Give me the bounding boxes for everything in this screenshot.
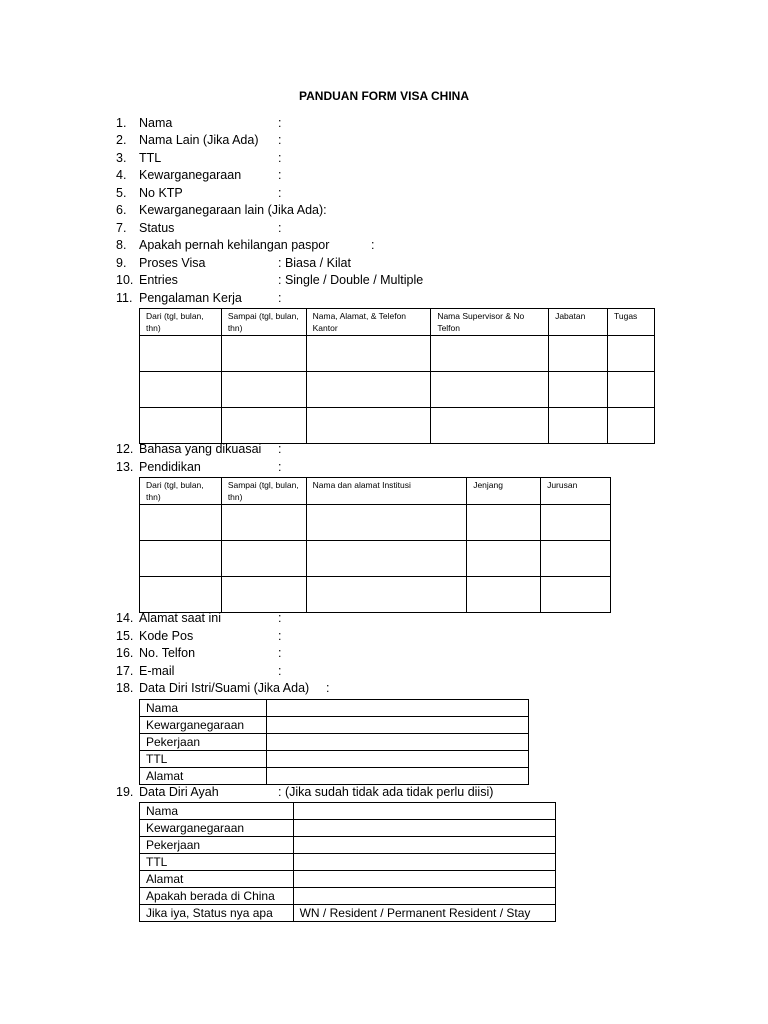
item-number: 4. xyxy=(116,168,127,182)
field-label: No KTP xyxy=(139,186,183,200)
item-number: 14. xyxy=(116,611,134,625)
item-number: 8. xyxy=(116,238,127,252)
table-cell[interactable] xyxy=(467,541,541,577)
header-supervisor: Nama Supervisor & No Telfon xyxy=(431,309,549,336)
table-cell[interactable] xyxy=(608,408,655,444)
field-colon: : xyxy=(278,664,282,678)
table-cell[interactable] xyxy=(549,372,608,408)
table-row xyxy=(140,577,611,613)
field-label: Status xyxy=(139,221,175,235)
field-colon: : xyxy=(278,168,282,182)
table-row xyxy=(140,372,655,408)
table-row xyxy=(140,408,655,444)
field-label: Entries xyxy=(139,273,178,287)
header-jabatan: Jabatan xyxy=(549,309,608,336)
proses-visa-options[interactable]: : Biasa / Kilat xyxy=(278,256,351,270)
table-row xyxy=(140,871,556,888)
table-header-row xyxy=(140,309,655,336)
table-cell[interactable] xyxy=(221,408,306,444)
row-label: Kewarganegaraan xyxy=(140,717,267,734)
status-options[interactable]: WN / Resident / Permanent Resident / Stay xyxy=(293,905,555,922)
table-cell[interactable] xyxy=(541,505,611,541)
item-number: 12. xyxy=(116,442,134,456)
item-number: 18. xyxy=(116,681,134,695)
item-number: 16. xyxy=(116,646,134,660)
table-row xyxy=(140,734,529,751)
table-cell[interactable] xyxy=(266,768,528,785)
field-colon: : xyxy=(278,116,282,130)
table-cell[interactable] xyxy=(306,541,467,577)
header-jenjang: Jenjang xyxy=(467,478,541,505)
field-label: TTL xyxy=(139,151,162,165)
table-cell[interactable] xyxy=(306,505,467,541)
field-colon: : xyxy=(278,629,282,643)
table-header-row xyxy=(140,478,611,505)
item-number: 19. xyxy=(116,785,134,799)
table-cell[interactable] xyxy=(541,541,611,577)
field-label: Bahasa yang dikuasai xyxy=(139,442,262,456)
table-cell[interactable] xyxy=(431,372,549,408)
table-cell[interactable] xyxy=(293,837,555,854)
table-row xyxy=(140,768,529,785)
row-label: Kewarganegaraan xyxy=(140,820,294,837)
row-label: TTL xyxy=(140,854,294,871)
table-cell[interactable] xyxy=(549,336,608,372)
field-label: Proses Visa xyxy=(139,256,206,270)
item-number: 6. xyxy=(116,203,127,217)
field-label: Nama Lain (Jika Ada) xyxy=(139,133,259,147)
field-colon: : xyxy=(278,646,282,660)
father-table xyxy=(139,802,556,922)
field-note: : (Jika sudah tidak ada tidak perlu diisi) xyxy=(278,785,494,799)
table-cell[interactable] xyxy=(293,888,555,905)
table-cell[interactable] xyxy=(140,541,222,577)
field-label: Nama xyxy=(139,116,173,130)
table-row xyxy=(140,888,556,905)
row-label: Pekerjaan xyxy=(140,734,267,751)
header-dari: Dari (tgl, bulan, thn) xyxy=(140,309,222,336)
table-cell[interactable] xyxy=(221,505,306,541)
field-colon: : xyxy=(278,291,282,305)
table-row xyxy=(140,505,611,541)
table-cell[interactable] xyxy=(608,372,655,408)
field-label: Kewarganegaraan xyxy=(139,168,242,182)
row-label: Pekerjaan xyxy=(140,837,294,854)
field-colon: : xyxy=(278,151,282,165)
header-sampai: Sampai (tgl, bulan, thn) xyxy=(221,309,306,336)
item-number: 15. xyxy=(116,629,134,643)
item-number: 3. xyxy=(116,151,127,165)
table-cell[interactable] xyxy=(140,372,222,408)
item-number: 17. xyxy=(116,664,134,678)
entries-options[interactable]: : Single / Double / Multiple xyxy=(278,273,424,287)
table-cell[interactable] xyxy=(608,336,655,372)
field-colon: : xyxy=(278,460,282,474)
header-kantor: Nama, Alamat, & Telefon Kantor xyxy=(306,309,431,336)
field-label: Pendidikan xyxy=(139,460,201,474)
table-cell[interactable] xyxy=(293,820,555,837)
table-row xyxy=(140,803,556,820)
table-cell[interactable] xyxy=(293,803,555,820)
table-cell[interactable] xyxy=(306,336,431,372)
table-cell[interactable] xyxy=(549,408,608,444)
field-label: Pengalaman Kerja xyxy=(139,291,242,305)
table-row xyxy=(140,751,529,768)
field-colon: : xyxy=(278,133,282,147)
table-cell[interactable] xyxy=(293,871,555,888)
page-title: PANDUAN FORM VISA CHINA xyxy=(299,89,469,103)
table-cell[interactable] xyxy=(306,372,431,408)
table-cell[interactable] xyxy=(221,336,306,372)
table-row xyxy=(140,541,611,577)
table-cell[interactable] xyxy=(467,577,541,613)
field-colon: : xyxy=(371,238,375,252)
table-cell[interactable] xyxy=(541,577,611,613)
field-label: Kode Pos xyxy=(139,629,194,643)
field-label: No. Telfon xyxy=(139,646,196,660)
row-label: Nama xyxy=(140,803,294,820)
table-cell[interactable] xyxy=(306,577,467,613)
field-label: Alamat saat ini xyxy=(139,611,221,625)
item-number: 1. xyxy=(116,116,127,130)
table-cell[interactable] xyxy=(306,408,431,444)
header-tugas: Tugas xyxy=(608,309,655,336)
field-colon: : xyxy=(326,681,330,695)
header-dari: Dari (tgl, bulan, thn) xyxy=(140,478,222,505)
item-number: 7. xyxy=(116,221,127,235)
table-cell[interactable] xyxy=(221,372,306,408)
table-cell[interactable] xyxy=(467,505,541,541)
field-label: Kewarganegaraan lain (Jika Ada): xyxy=(139,203,327,217)
table-cell[interactable] xyxy=(266,700,528,717)
item-number: 5. xyxy=(116,186,127,200)
table-cell[interactable] xyxy=(266,751,528,768)
item-number: 10. xyxy=(116,273,134,287)
spouse-table xyxy=(139,699,529,785)
table-cell[interactable] xyxy=(221,541,306,577)
row-label: TTL xyxy=(140,751,267,768)
table-row xyxy=(140,905,556,922)
row-label: Jika iya, Status nya apa xyxy=(140,905,294,922)
table-cell[interactable] xyxy=(140,505,222,541)
table-cell[interactable] xyxy=(431,408,549,444)
table-row xyxy=(140,854,556,871)
education-table xyxy=(139,477,611,613)
table-row xyxy=(140,837,556,854)
row-label: Apakah berada di China xyxy=(140,888,294,905)
row-label: Alamat xyxy=(140,871,294,888)
table-cell[interactable] xyxy=(266,717,528,734)
field-colon: : xyxy=(278,442,282,456)
table-row xyxy=(140,820,556,837)
table-cell[interactable] xyxy=(293,854,555,871)
header-institusi: Nama dan alamat Institusi xyxy=(306,478,467,505)
header-jurusan: Jurusan xyxy=(541,478,611,505)
field-colon: : xyxy=(278,186,282,200)
table-cell[interactable] xyxy=(221,577,306,613)
table-cell[interactable] xyxy=(140,408,222,444)
table-cell[interactable] xyxy=(140,577,222,613)
field-label: Data Diri Ayah xyxy=(139,785,219,799)
table-cell[interactable] xyxy=(266,734,528,751)
table-row xyxy=(140,336,655,372)
field-label: E-mail xyxy=(139,664,175,678)
header-sampai: Sampai (tgl, bulan, thn) xyxy=(221,478,306,505)
item-number: 9. xyxy=(116,256,127,270)
table-cell[interactable] xyxy=(431,336,549,372)
item-number: 2. xyxy=(116,133,127,147)
work-experience-table xyxy=(139,308,655,444)
item-number: 11. xyxy=(116,291,133,305)
row-label: Nama xyxy=(140,700,267,717)
field-colon: : xyxy=(278,611,282,625)
field-label: Apakah pernah kehilangan paspor xyxy=(139,238,330,252)
item-number: 13. xyxy=(116,460,134,474)
row-label: Alamat xyxy=(140,768,267,785)
table-row xyxy=(140,717,529,734)
table-cell[interactable] xyxy=(140,336,222,372)
field-label: Data Diri Istri/Suami (Jika Ada) xyxy=(139,681,310,695)
table-row xyxy=(140,700,529,717)
field-colon: : xyxy=(278,221,282,235)
